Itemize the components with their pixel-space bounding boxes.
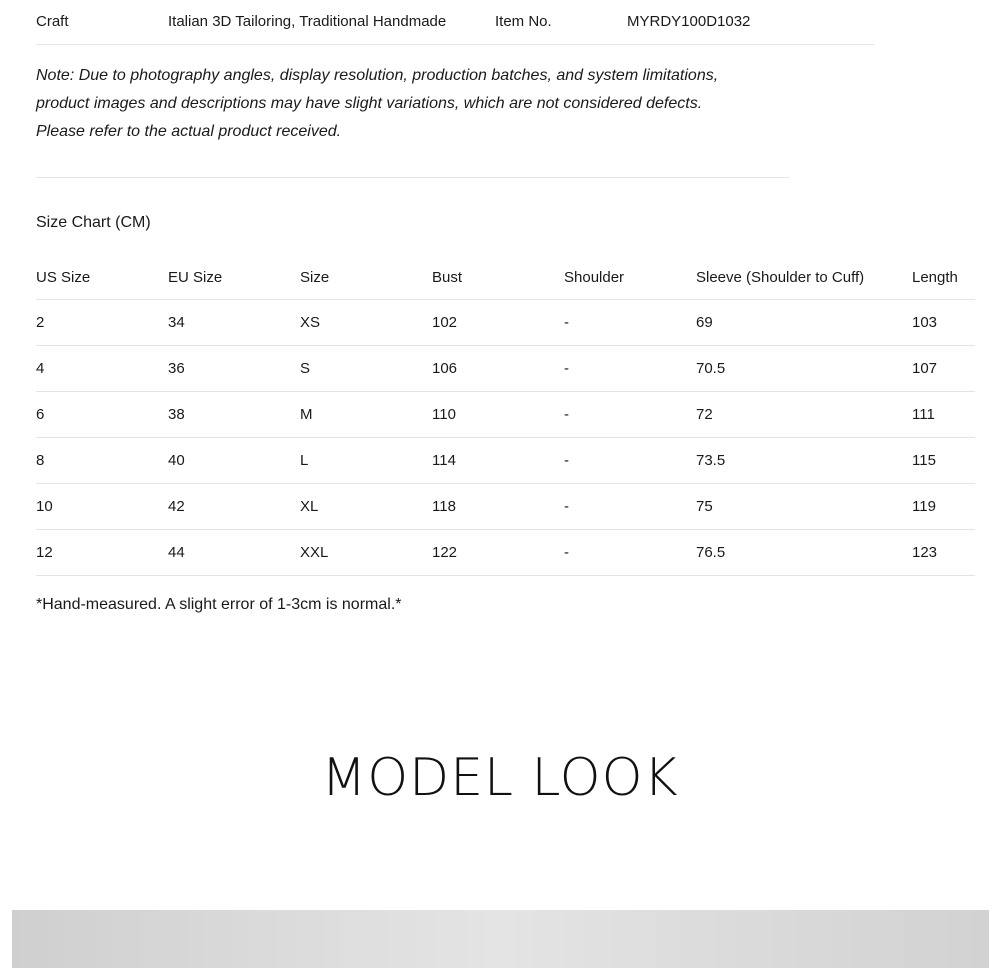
cell-eu-size: 40 [168, 438, 300, 484]
cell-shoulder: - [564, 392, 696, 438]
item-number-value: MYRDY100D1032 [627, 13, 751, 30]
cell-sleeve: 76.5 [696, 530, 912, 576]
cell-bust: 106 [432, 346, 564, 392]
measurement-footnote: *Hand-measured. A slight error of 1-3cm is normal.* [36, 596, 402, 613]
table-row [36, 484, 975, 530]
table-header-row [36, 255, 975, 300]
cell-length: 111 [912, 392, 975, 438]
header-length: Length [912, 255, 975, 300]
size-chart-title: Size Chart (CM) [36, 214, 151, 231]
table-row [36, 530, 975, 576]
table-row [36, 392, 975, 438]
cell-us-size: 4 [36, 346, 168, 392]
cell-shoulder: - [564, 300, 696, 346]
cell-sleeve: 75 [696, 484, 912, 530]
cell-eu-size: 36 [168, 346, 300, 392]
item-number-label: Item No. [495, 13, 552, 30]
divider [36, 177, 789, 178]
cell-length: 123 [912, 530, 975, 576]
cell-eu-size: 44 [168, 530, 300, 576]
model-look-heading: MODEL LOOK [321, 748, 679, 808]
note-line: Please refer to the actual product received. [36, 123, 342, 140]
spec-row [36, 0, 874, 45]
model-photo [12, 910, 989, 968]
cell-us-size: 8 [36, 438, 168, 484]
cell-shoulder: - [564, 484, 696, 530]
cell-us-size: 12 [36, 530, 168, 576]
disclaimer-note [36, 62, 796, 146]
cell-length: 119 [912, 484, 975, 530]
cell-size: M [300, 392, 432, 438]
header-size: Size [300, 255, 432, 300]
cell-shoulder: - [564, 530, 696, 576]
cell-size: XL [300, 484, 432, 530]
cell-us-size: 2 [36, 300, 168, 346]
cell-bust: 118 [432, 484, 564, 530]
cell-length: 103 [912, 300, 975, 346]
cell-sleeve: 70.5 [696, 346, 912, 392]
cell-bust: 114 [432, 438, 564, 484]
cell-sleeve: 72 [696, 392, 912, 438]
craft-value: Italian 3D Tailoring, Traditional Handmade [168, 13, 447, 30]
cell-shoulder: - [564, 438, 696, 484]
header-sleeve: Sleeve (Shoulder to Cuff) [696, 255, 912, 300]
cell-size: L [300, 438, 432, 484]
cell-us-size: 6 [36, 392, 168, 438]
table-row [36, 300, 975, 346]
cell-size: XXL [300, 530, 432, 576]
cell-eu-size: 34 [168, 300, 300, 346]
cell-length: 115 [912, 438, 975, 484]
cell-sleeve: 73.5 [696, 438, 912, 484]
note-line: product images and descriptions may have slight variations, which are not considered defects. [36, 95, 703, 112]
note-line: Note: Due to photography angles, display resolution, production batches, and system limitations, [36, 67, 719, 84]
cell-size: XS [300, 300, 432, 346]
header-bust: Bust [432, 255, 564, 300]
cell-shoulder: - [564, 346, 696, 392]
craft-label: Craft [36, 13, 69, 30]
table-row [36, 346, 975, 392]
cell-us-size: 10 [36, 484, 168, 530]
cell-sleeve: 69 [696, 300, 912, 346]
cell-bust: 122 [432, 530, 564, 576]
cell-bust: 110 [432, 392, 564, 438]
cell-length: 107 [912, 346, 975, 392]
cell-size: S [300, 346, 432, 392]
cell-eu-size: 42 [168, 484, 300, 530]
header-us-size: US Size [36, 255, 168, 300]
size-chart-table [36, 255, 975, 576]
cell-eu-size: 38 [168, 392, 300, 438]
header-shoulder: Shoulder [564, 255, 696, 300]
cell-bust: 102 [432, 300, 564, 346]
header-eu-size: EU Size [168, 255, 300, 300]
table-row [36, 438, 975, 484]
